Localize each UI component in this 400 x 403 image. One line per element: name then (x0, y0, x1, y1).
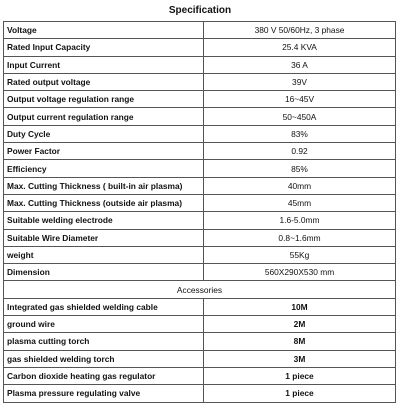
row-value: 1 piece (204, 385, 396, 402)
table-row (4, 316, 396, 333)
row-value: 1.6-5.0mm (204, 212, 396, 229)
row-label: ground wire (4, 316, 204, 333)
table-row (4, 125, 396, 142)
row-label: Suitable Wire Diameter (4, 229, 204, 246)
row-value: 55Kg (204, 246, 396, 263)
table-row (4, 143, 396, 160)
row-label: Dimension (4, 264, 204, 281)
table-row (4, 108, 396, 125)
row-label: Duty Cycle (4, 125, 204, 142)
row-value: 83% (204, 125, 396, 142)
accessories-header-row (4, 281, 396, 298)
row-value: 560X290X530 mm (204, 264, 396, 281)
table-row (4, 91, 396, 108)
page-title: Specification (168, 5, 232, 16)
accessories-header: Accessories (4, 281, 396, 298)
specification-table-body (4, 22, 396, 403)
table-row (4, 367, 396, 384)
row-label: Integrated gas shielded welding cable (4, 298, 204, 315)
row-label: Suitable welding electrode (4, 212, 204, 229)
table-row (4, 333, 396, 350)
table-row (4, 350, 396, 367)
table-row (4, 385, 396, 402)
table-row (4, 212, 396, 229)
row-value: 8M (204, 333, 396, 350)
row-label: Output voltage regulation range (4, 91, 204, 108)
row-label: Max. Cutting Thickness ( built-in air plasma) (4, 177, 204, 194)
row-label: Max. Cutting Thickness (outside air plasma) (4, 194, 204, 211)
table-row (4, 39, 396, 56)
table-row (4, 56, 396, 73)
row-value: 2M (204, 316, 396, 333)
table-row (4, 22, 396, 39)
row-value: 45mm (204, 194, 396, 211)
row-label: Rated Input Capacity (4, 39, 204, 56)
table-row (4, 229, 396, 246)
row-value: 16~45V (204, 91, 396, 108)
table-row (4, 194, 396, 211)
row-label: Plasma pressure regulating valve (4, 385, 204, 402)
row-value: 25.4 KVA (204, 39, 396, 56)
row-value: 85% (204, 160, 396, 177)
row-value: 36 A (204, 56, 396, 73)
row-label: Output current regulation range (4, 108, 204, 125)
row-value: 0.8~1.6mm (204, 229, 396, 246)
table-row (4, 160, 396, 177)
row-value: 50~450A (204, 108, 396, 125)
row-value: 40mm (204, 177, 396, 194)
row-label: Voltage (4, 22, 204, 39)
row-value: 1 piece (204, 367, 396, 384)
row-value: 10M (204, 298, 396, 315)
row-label: Carbon dioxide heating gas regulator (4, 367, 204, 384)
table-row (4, 264, 396, 281)
row-value: 39V (204, 73, 396, 90)
row-value: 3M (204, 350, 396, 367)
row-label: weight (4, 246, 204, 263)
row-label: Power Factor (4, 143, 204, 160)
row-value: 380 V 50/60Hz, 3 phase (204, 22, 396, 39)
table-row (4, 246, 396, 263)
row-label: Efficiency (4, 160, 204, 177)
table-row (4, 177, 396, 194)
specification-table (3, 21, 396, 403)
row-label: Rated output voltage (4, 73, 204, 90)
row-label: plasma cutting torch (4, 333, 204, 350)
row-label: Input Current (4, 56, 204, 73)
table-row (4, 298, 396, 315)
table-row (4, 73, 396, 90)
row-value: 0.92 (204, 143, 396, 160)
row-label: gas shielded welding torch (4, 350, 204, 367)
